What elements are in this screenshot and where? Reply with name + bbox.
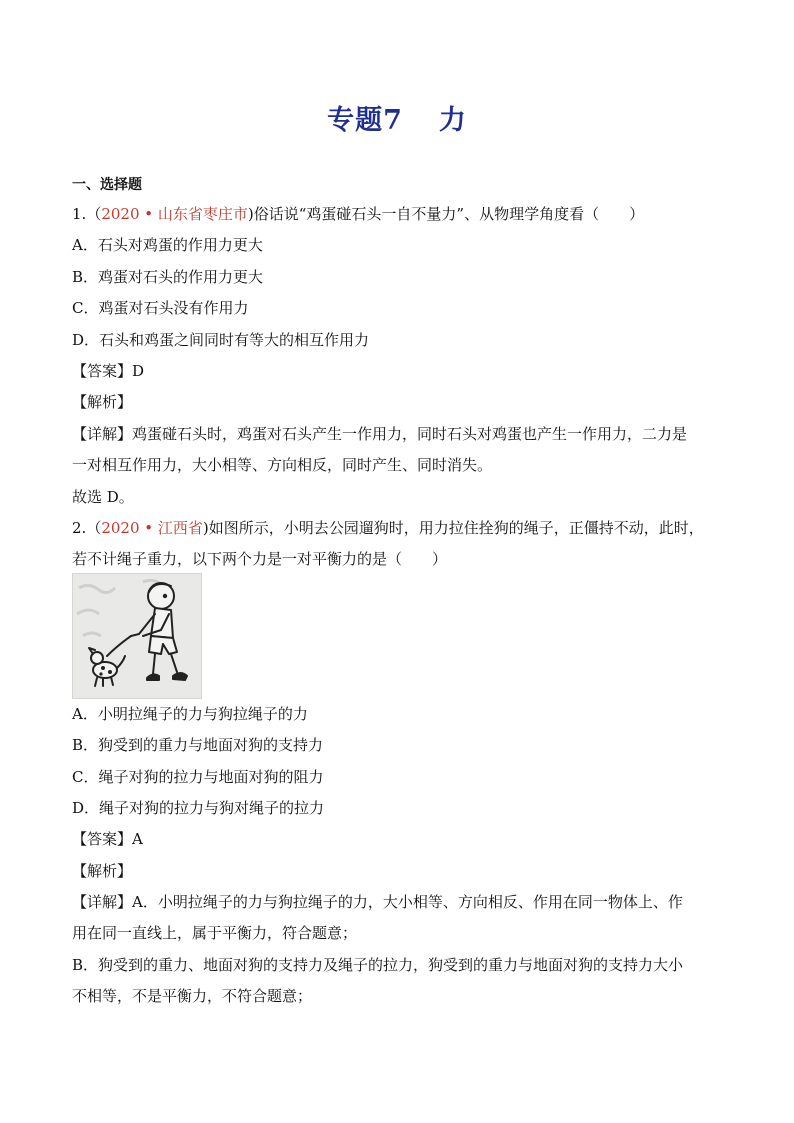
answer-label: 【答案】 [72,362,133,380]
detail-line: 用在同一直线上，属于平衡力，符合题意； [72,924,358,942]
title-number: 7 [383,105,403,136]
detail-line: 【详解】A．小明拉绳子的力与狗拉绳子的力，大小相等、方向相反、作用在同一物体上、作 [72,893,683,911]
option-d: D．绳子对狗的拉力与狗对绳子的拉力 [72,799,325,817]
detail-line: 【详解】鸡蛋碰石头时，鸡蛋对石头产生一作用力，同时石头对鸡蛋也产生一作用力，二力是 [72,425,688,443]
answer-value: D [132,362,145,380]
answer-label: 【答案】 [72,830,133,848]
question-text: 俗话说“鸡蛋碰石头一自不量力”、从物理学角度看（ ） [253,205,645,223]
answer-line [72,829,143,849]
question-1-stem: 1.（2020 • 山东省枣庄市)俗话说“鸡蛋碰石头一自不量力”、从物理学角度看（ ） [72,205,645,223]
detail-line: 不相等，不是平衡力，不符合题意； [72,987,313,1005]
question-number: 2. [72,519,87,537]
detail-line: 一对相互作用力，大小相等、方向相反，同时产生、同时消失。 [72,456,493,474]
answer-value: A [132,830,143,848]
title-topic: 力 [438,105,467,136]
detail-label: 【详解】 [72,893,133,911]
option-a: A．石头对鸡蛋的作用力更大 [72,236,263,254]
section-heading: 一、选择题 [72,177,142,193]
page-title [0,98,794,137]
option-b: B．鸡蛋对石头的作用力更大 [72,268,264,286]
analysis-label: 【解析】 [72,862,133,880]
question-number: 1. [72,205,87,223]
option-c: C．绳子对狗的拉力与地面对狗的阻力 [72,768,324,786]
question-text: 若不计绳子重力，以下两个力是一对平衡力的是（ ） [72,550,448,568]
option-b: B．狗受到的重力与地面对狗的支持力 [72,736,324,754]
option-a: A．小明拉绳子的力与狗拉绳子的力 [72,705,308,723]
option-c: C．鸡蛋对石头没有作用力 [72,299,249,317]
question-2-stem: 2.（2020 • 江西省)如图所示，小明去公园遛狗时，用力拉住拴狗的绳子，正僵持不动，此时， [72,519,704,537]
answer-line [72,361,144,381]
title-label: 专题 [327,105,384,136]
question-source: 2020 • 山东省枣庄市 [101,205,248,223]
question-text: 如图所示，小明去公园遛狗时，用力拉住拴狗的绳子，正僵持不动，此时， [208,519,704,537]
boy-walking-dog-illustration [72,573,202,699]
conclusion: 故选 D。 [72,488,134,506]
question-source: 2020 • 江西省 [101,519,203,537]
option-d: D．石头和鸡蛋之间同时有等大的相互作用力 [72,331,370,349]
detail-line: B．狗受到的重力、地面对狗的支持力及绳子的拉力，狗受到的重力与地面对狗的支持力大小 [72,956,684,974]
detail-label: 【详解】 [72,425,133,443]
analysis-label: 【解析】 [72,393,133,411]
